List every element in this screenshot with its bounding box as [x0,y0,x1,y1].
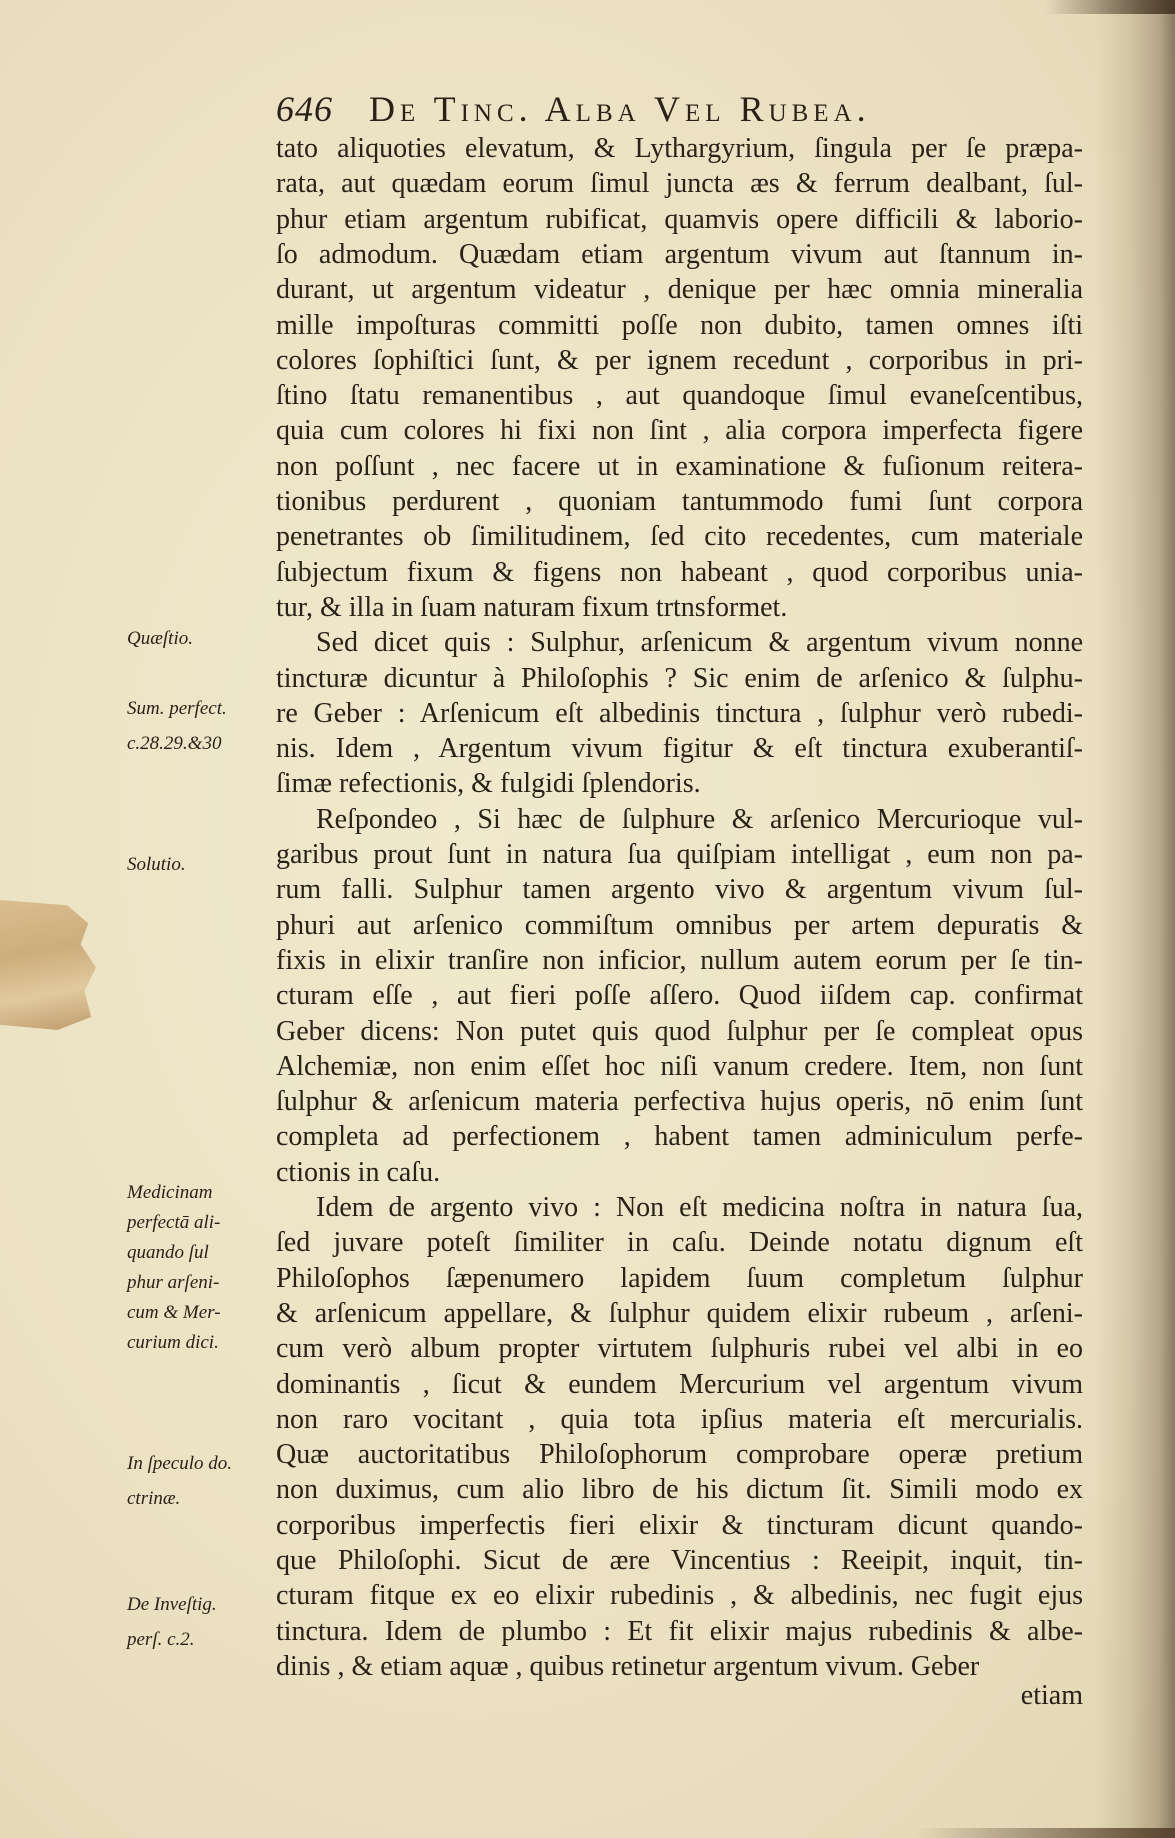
text-line: ſubjectum fixum & figens non habeant , quod corporibus unia- [276,556,1083,588]
page-number: 646 [276,89,333,129]
margin-note-investig: De Inveſtig. [127,1594,217,1615]
margin-note-medicinam [127,1178,221,1358]
text-line: phuri aut arſenico commiſtum omnibus per artem depuratis & [276,909,1083,941]
margin-note-investig-cont: perſ. c.2. [127,1629,195,1650]
margin-note-speculo: In ſpeculo do. [127,1453,233,1474]
text-line: cturam eſſe , aut fieri poſſe aſſero. Quod iiſdem cap. confirmat [276,980,1083,1012]
text-line: Geber dicens: Non putet quis quod ſulphur per ſe compleat opus [276,1015,1083,1047]
text-line: ctionis in caſu. [276,1156,441,1188]
text-line: fixis in elixir tranſire non inficior, nullum autem eorum per ſe tin- [276,944,1083,976]
text-line: tinctura. Idem de plumbo : Et fit elixir majus rubedinis & albe- [276,1615,1083,1647]
text-line: cturam fitque ex eo elixir rubedinis , & albedinis, nec fugit ejus [276,1580,1083,1612]
text-line: quia cum colores hi fixi non ſint , alia corpora imperfecta figere [276,415,1083,447]
text-line: ſimæ refectionis, & fulgidi ſplendoris. [276,768,701,800]
text-line: Philoſophos ſæpenumero lapidem ſuum completum ſulphur [276,1262,1083,1294]
text-line: ſulphur & arſenicum materia perfectiva hujus operis, nō enim ſunt [276,1086,1083,1118]
text-line: Quæ auctoritatibus Philoſophorum comprobare operæ pretium [276,1439,1083,1471]
margin-note-quaestio: Quæſtio. [127,628,193,649]
margin-note-solutio: Solutio. [127,854,186,875]
margin-note-line: curium dici. [127,1332,219,1353]
text-line: non duximus, cum alio libro de his dictum ſit. Simili modo ex [276,1474,1083,1506]
text-line: Idem de argento vivo : Non eſt medicina noſtra in natura ſua, [316,1192,1083,1223]
text-line: Sed dicet quis : Sulphur, arſenicum & argentum vivum nonne [316,627,1083,659]
text-line: Alchemiæ, non enim eſſet hoc niſi vanum credere. Item, non ſunt [276,1050,1083,1082]
margin-note-sum-perfect: Sum. perfect. [127,698,227,719]
text-line: Reſpondeo , Si hæc de ſulphure & arſenico Mercurioque vul- [316,803,1083,835]
text-line: corporibus imperfectis fieri elixir & tincturam dicunt quando- [276,1509,1083,1541]
text-line: dinis , & etiam aquæ , quibus retinetur argentum vivum. Geber [276,1650,980,1682]
text-line: re Geber : Arſenicum eſt albedinis tinctura , ſulphur verò rubedi- [276,697,1083,729]
text-line: penetrantes ob ſimilitudinem, ſed cito recedentes, cum materiale [276,521,1083,553]
text-line: tionibus perdurent , quoniam tantummodo fumi ſunt corpora [276,486,1083,517]
margin-note-line: cum & Mer- [127,1302,221,1323]
margin-note-sum-perfect-ref: c.28.29.&30 [127,733,222,754]
text-line: mille impoſturas committi poſſe non dubito, tamen omnes iſti [276,309,1083,341]
margin-note-speculo-cont: ctrinæ. [127,1488,181,1509]
text-line: phur etiam argentum rubificat, quamvis opere difficili & laborio- [276,203,1083,235]
text-line: nis. Idem , Argentum vivum figitur & eſt tinctura exuberantiſ- [276,733,1083,765]
margin-note-line: Medicinam [127,1182,213,1203]
text-line: dominantis , ſicut & eundem Mercurium vel argentum vivum [276,1368,1083,1400]
running-title: De Tinc. Alba Vel Rubea. [369,89,871,129]
text-line: cum verò album propter virtutem ſulphuris rubei vel albi in eo [276,1333,1083,1365]
text-line: completa ad perfectionem , habent tamen adminiculum perfe- [276,1121,1083,1153]
text-line: non raro vocitant , quia tota ipſius materia eſt mercurialis. [276,1403,1083,1435]
text-line: non poſſunt , nec facere ut in examinatione & fuſionum reitera- [276,450,1083,482]
text-line: tato aliquoties elevatum, & Lythargyrium, ſingula per ſe præpa- [276,133,1083,164]
text-line: ſtino ſtatu remanentibus , aut quandoque ſimul evaneſcentibus, [276,380,1083,412]
catchword: etiam [1020,1680,1083,1711]
margin-note-line: perfectā ali- [127,1212,221,1233]
text-line: que Philoſophi. Sicut de ære Vincentius : Reeipit, inquit, tin- [276,1545,1083,1576]
text-line: ſed juvare poteſt ſimiliter in caſu. Deinde notatu dignum eſt [276,1227,1083,1259]
text-line: & arſenicum appellare, & ſulphur quidem elixir rubeum , arſeni- [276,1297,1083,1329]
text-line: tincturæ dicuntur à Philoſophis ? Sic enim de arſenico & ſulphu- [276,662,1083,694]
text-line: colores ſophiſtici ſunt, & per ignem recedunt , corporibus in pri- [276,344,1083,376]
text-line: durant, ut argentum videatur , denique per hæc omnia mineralia [276,274,1083,306]
text-line: ſo admodum. Quædam etiam argentum vivum aut ſtannum in- [276,238,1083,270]
margin-note-line: quando ſul [127,1242,209,1263]
margin-note-line: phur arſeni- [127,1272,220,1293]
text-line: rum falli. Sulphur tamen argento vivo & argentum vivum ſul- [276,874,1083,906]
text-line: tur, & illa in ſuam naturam fixum trtnsformet. [276,591,788,623]
text-line: garibus prout ſunt in natura ſua quiſpiam intelligat , eum non pa- [276,839,1083,870]
text-line: rata, aut quædam eorum ſimul juncta æs & ferrum dealbant, ſul- [276,168,1083,200]
